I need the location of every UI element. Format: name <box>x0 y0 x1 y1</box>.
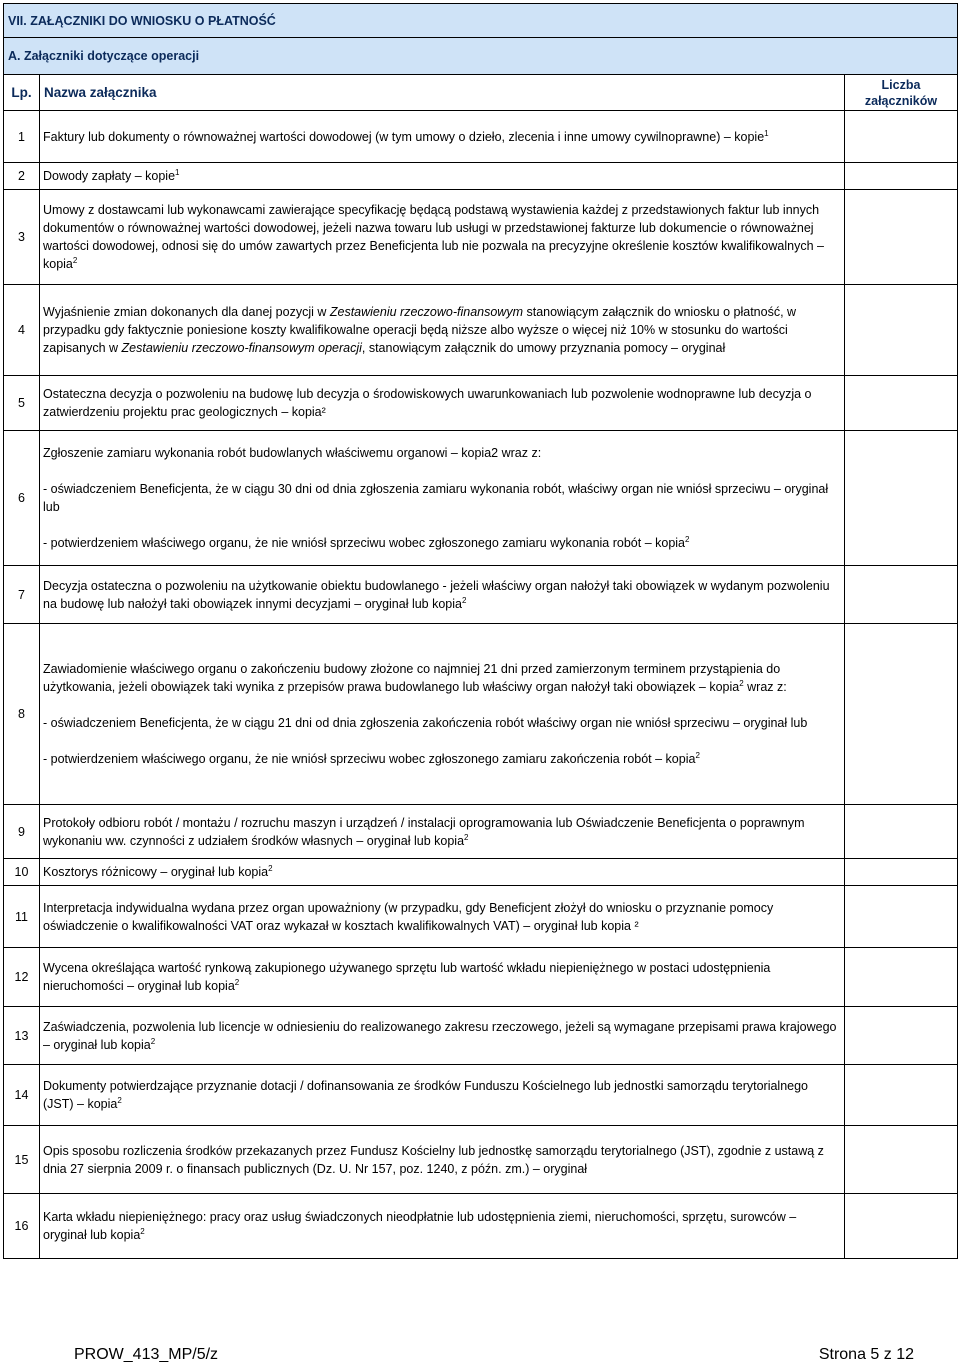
text-fragment: - potwierdzeniem właściwego organu, że nie wniósł sprzeciwu wobec zgłoszonego zamiaru wykonania robót – kopia <box>43 536 685 550</box>
row-number: 7 <box>4 566 40 624</box>
row-number: 3 <box>4 190 40 285</box>
attachment-count-cell[interactable] <box>845 1194 958 1259</box>
text-fragment: , stanowiącym załącznik do umowy przyznania pomocy – oryginał <box>361 341 726 355</box>
section-title-row <box>4 4 958 38</box>
subsection-title-row <box>4 38 958 75</box>
footnote-marker: 2 <box>685 535 690 544</box>
attachment-count-cell[interactable] <box>845 624 958 805</box>
row-number: 16 <box>4 1194 40 1259</box>
footnote-marker: 2 <box>72 256 78 265</box>
text-fragment: Wyjaśnienie zmian dokonanych dla danej pozycji w <box>43 305 330 319</box>
text-fragment: stanowiącym załącznik do wniosku o płatność, w przypadku gdy faktycznie poniesione koszty kwalifikowalne operacji będą niższe albo wyższe o więcej niż 10% w stosunku do wartości zapisanych w <box>43 305 797 355</box>
row-number: 10 <box>4 859 40 886</box>
attachment-count-cell[interactable] <box>845 163 958 190</box>
subsection-title: A. Załączniki dotyczące operacji <box>4 38 958 75</box>
row-number: 12 <box>4 948 40 1007</box>
footnote-marker: 2 <box>234 978 240 987</box>
text-fragment: Opis sposobu rozliczenia środków przekazanych przez Fundusz Kościelny lub jednostkę samorządu terytorialnego (JST), zgodnie z ustawą z dnia 27 sierpnia 2009 r. o finansach publicznych (Dz. U. Nr 157, poz. 1240, z późn. zm.) – oryginał <box>43 1143 824 1176</box>
attachment-name <box>40 163 845 190</box>
header-count <box>845 75 958 111</box>
attachment-count-cell[interactable] <box>845 431 958 566</box>
attachment-row <box>4 111 958 163</box>
attachment-name <box>40 886 845 948</box>
text-fragment: Dowody zapłaty – kopie <box>43 169 176 183</box>
footnote-marker: 2 <box>268 864 273 873</box>
attachment-row <box>4 1126 958 1194</box>
row-number: 4 <box>4 285 40 376</box>
footnote-marker: 1 <box>175 168 180 177</box>
text-fragment: Protokoły odbioru robót / montażu / rozruchu maszyn i urządzeń / instalacji oprogramowania lub Oświadczenie Beneficjenta o poprawnym wykonaniu ww. czynności z udziałem środków własnych – oryginał lub kopia <box>43 815 805 848</box>
row-number: 5 <box>4 376 40 431</box>
attachment-count-cell[interactable] <box>845 285 958 376</box>
header-count-line2: załączników <box>864 93 938 108</box>
attachment-paragraph <box>43 714 838 732</box>
footnote-marker: 1 <box>764 128 769 138</box>
attachment-row <box>4 886 958 948</box>
text-fragment: Karta wkładu niepieniężnego: pracy oraz usług świadczonych nieodpłatnie lub udostępnienia ziemi, nieruchomości, sprzętu, surowców – oryginał lub kopia <box>43 1210 797 1242</box>
footnote-marker: 2 <box>739 679 744 688</box>
footnote-marker: 2 <box>140 1227 145 1236</box>
attachment-count-cell[interactable] <box>845 1007 958 1065</box>
attachment-count-cell[interactable] <box>845 566 958 624</box>
document-code: PROW_413_MP/5/z <box>74 1346 219 1363</box>
attachments-table <box>3 3 958 1259</box>
attachment-paragraph <box>43 750 838 768</box>
footnote-marker: 2 <box>695 751 700 760</box>
text-fragment: Zestawieniu rzeczowo-finansowym <box>329 305 523 319</box>
text-fragment: wraz z: <box>743 680 787 694</box>
page-number: Strona 5 z 12 <box>818 1346 914 1363</box>
attachment-row <box>4 805 958 859</box>
attachment-count-cell[interactable] <box>845 805 958 859</box>
table-header-row <box>4 75 958 111</box>
attachment-name <box>40 1065 845 1126</box>
section-title: VII. ZAŁĄCZNIKI DO WNIOSKU O PŁATNOŚĆ <box>4 4 958 38</box>
text-fragment: Decyzja ostateczna o pozwoleniu na użytkowanie obiektu budowlanego - jeżeli właściwy organ nałożył taki obowiązek w wydanym pozwoleniu na budowę lub nałożył taki obowiązek innymi decyzjami – oryginał lub kopia <box>43 578 830 611</box>
text-fragment: Zestawieniu rzeczowo-finansowym operacji <box>121 341 362 355</box>
attachment-row <box>4 1194 958 1259</box>
row-number: 11 <box>4 886 40 948</box>
attachment-name <box>40 566 845 624</box>
attachment-row <box>4 163 958 190</box>
text-fragment: Umowy z dostawcami lub wykonawcami zawierające specyfikację będącą podstawą wystawienia każdej z przedstawionych faktur lub innych dokumentów o równoważnej wartości dowodowej, jeżeli nazwa towaru lub usługi w przedstawionej fakturze lub dokumencie o równoważnej wartości dowodowej, odnosi się do umów zawartych przez Beneficjenta lub nie pozwala na precyzyjne określenie kosztów kwalifikowalnych – kopia <box>43 203 824 271</box>
attachment-name <box>40 859 845 886</box>
footnote-marker: 2 <box>464 832 469 842</box>
attachment-name <box>40 285 845 376</box>
text-fragment: Kosztorys różnicowy – oryginał lub kopia <box>43 865 269 879</box>
row-number: 15 <box>4 1126 40 1194</box>
attachment-row <box>4 190 958 285</box>
text-fragment: Ostateczna decyzja o pozwoleniu na budowę lub decyzja o środowiskowych uwarunkowaniach lub pozwolenie wodnoprawne lub decyzja o zatwierdzeniu projektu prac geologicznych – kopia² <box>43 387 812 419</box>
attachment-count-cell[interactable] <box>845 886 958 948</box>
attachment-count-cell[interactable] <box>845 1065 958 1126</box>
attachment-count-cell[interactable] <box>845 190 958 285</box>
attachment-paragraph <box>43 444 838 462</box>
attachment-row <box>4 431 958 566</box>
text-fragment: Wycena określająca wartość rynkową zakupionego używanego sprzętu lub wartość wkładu niepieniężnego w postaci udostępnienia nieruchomości – oryginał lub kopia <box>43 961 771 993</box>
row-number: 9 <box>4 805 40 859</box>
attachment-name <box>40 948 845 1007</box>
row-number: 2 <box>4 163 40 190</box>
row-number: 14 <box>4 1065 40 1126</box>
attachment-row <box>4 285 958 376</box>
attachment-name <box>40 190 845 285</box>
attachment-paragraph <box>43 480 838 516</box>
attachment-row <box>4 376 958 431</box>
attachment-name <box>40 376 845 431</box>
text-fragment: Faktury lub dokumenty o równoważnej wartości dowodowej (w tym umowy o dzieło, zlecenia i inne umowy cywilnoprawne) – kopie <box>43 129 765 144</box>
attachment-count-cell[interactable] <box>845 859 958 886</box>
attachments-table-body <box>4 4 958 1259</box>
attachment-row <box>4 948 958 1007</box>
row-number: 1 <box>4 111 40 163</box>
footnote-marker: 2 <box>117 1096 122 1105</box>
attachment-name <box>40 111 845 163</box>
attachment-row <box>4 566 958 624</box>
footnote-marker: 2 <box>150 1036 156 1046</box>
text-fragment: Dokumenty potwierdzające przyznanie dotacji / dofinansowania ze środków Funduszu Kościelnego lub jednostki samorządu terytorialnego (JST) – kopia <box>43 1079 809 1111</box>
footnote-marker: 2 <box>461 595 467 605</box>
attachment-count-cell[interactable] <box>845 376 958 431</box>
attachment-row <box>4 859 958 886</box>
row-number: 8 <box>4 624 40 805</box>
attachment-row <box>4 624 958 805</box>
attachment-paragraph <box>43 660 838 696</box>
text-fragment: - oświadczeniem Beneficjenta, że w ciągu 21 dni od dnia zgłoszenia zakończenia robót właściwy organ nie wniósł sprzeciwu – oryginał lub <box>43 716 808 730</box>
text-fragment: - potwierdzeniem właściwego organu, że nie wniósł sprzeciwu wobec zgłoszonego zamiaru zakończenia robót – kopia <box>43 752 696 766</box>
attachment-name <box>40 1126 845 1194</box>
text-fragment: Zgłoszenie zamiaru wykonania robót budowlanych właściwemu organowi – kopia2 wraz z: <box>43 446 542 460</box>
attachment-count-cell[interactable] <box>845 111 958 163</box>
attachment-name <box>40 624 845 805</box>
attachment-count-cell[interactable] <box>845 948 958 1007</box>
text-fragment: - oświadczeniem Beneficjenta, że w ciągu 30 dni od dnia zgłoszenia zamiaru wykonania robót, właściwy organ nie wniósł sprzeciwu – oryginał lub <box>43 482 829 514</box>
attachment-count-cell[interactable] <box>845 1126 958 1194</box>
attachment-paragraph <box>43 534 838 552</box>
attachment-name <box>40 805 845 859</box>
attachment-name <box>40 1194 845 1259</box>
row-number: 6 <box>4 431 40 566</box>
attachment-name <box>40 431 845 566</box>
header-count-line1: Liczba <box>881 77 921 92</box>
attachment-row <box>4 1007 958 1065</box>
text-fragment: Interpretacja indywidualna wydana przez organ upoważniony (w przypadku, gdy Beneficjent złożył do wniosku o przyznanie pomocy oświadczenie o kwalifikowalności VAT oraz wykazał w kosztach kwalifikowalnych VAT) – oryginał lub kopia ² <box>43 900 774 933</box>
attachment-name <box>40 1007 845 1065</box>
attachment-row <box>4 1065 958 1126</box>
text-fragment: Zawiadomienie właściwego organu o zakończeniu budowy złożone co najmniej 21 dni przed zamierzonym terminem przystąpienia do użytkowania, jeżeli obowiązek taki wynika z przepisów prawa budowlanego lub właściwy organ nałożył taki obowiązek – kopia <box>43 662 781 694</box>
header-lp: Lp. <box>4 75 40 111</box>
text-fragment: Zaświadczenia, pozwolenia lub licencje w odniesieniu do realizowanego zakresu rzeczowego, jeżeli są wymagane przepisami prawa krajowego – oryginał lub kopia <box>43 1019 837 1052</box>
header-name: Nazwa załącznika <box>40 75 845 111</box>
row-number: 13 <box>4 1007 40 1065</box>
